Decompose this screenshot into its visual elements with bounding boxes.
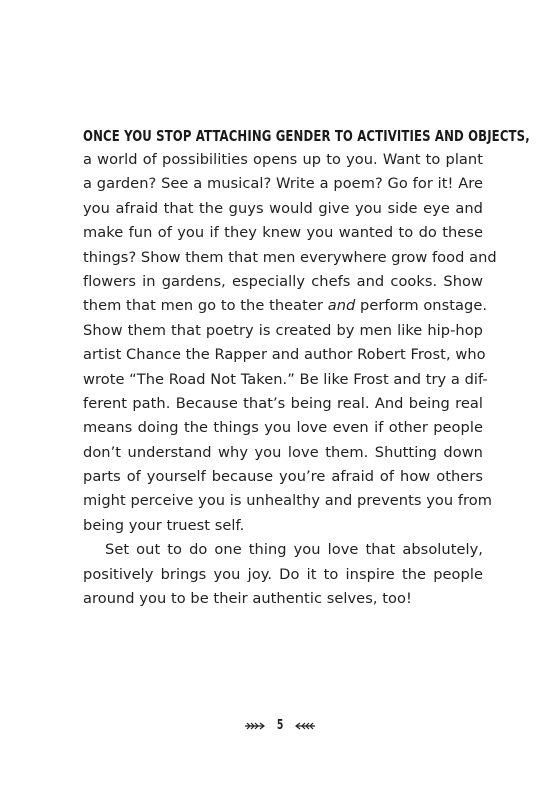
- text-run: them that men go to the theater: [83, 297, 328, 315]
- paragraph-1: [83, 148, 497, 538]
- text-line: around you to be their authentic selves, too!: [83, 590, 412, 608]
- arrow-left-ornament-icon: [294, 722, 316, 730]
- text-line: a world of possibilities opens up to you. Want to plant: [83, 151, 483, 168]
- page-number: 5: [276, 718, 284, 733]
- text-line: positively brings you joy. Do it to inspire the people: [83, 565, 483, 583]
- text-line: things? Show them that men everywhere grow food and: [83, 248, 497, 266]
- text-line: wrote “The Road Not Taken.” Be like Frost and try a dif-: [83, 370, 488, 388]
- page-folio: [0, 718, 560, 733]
- text-line: ferent path. Because that’s being real. And being real: [83, 394, 483, 412]
- section-heading: ONCE YOU STOP ATTACHING GENDER TO ACTIVITIES AND OBJECTS,: [83, 127, 530, 145]
- text-line: [83, 294, 488, 318]
- arrow-right-ornament-icon: [244, 722, 266, 730]
- text-line: you afraid that the guys would give you side eye and: [83, 199, 483, 217]
- text-line: means doing the things you love even if other people: [83, 419, 483, 437]
- text-line: don’t understand why you love them. Shutting down: [83, 443, 483, 461]
- emphasis-text: and: [327, 297, 356, 315]
- text-line: make fun of you if they knew you wanted to do these: [83, 224, 483, 242]
- body-text: [83, 124, 530, 611]
- text-run: perform onstage.: [355, 297, 488, 315]
- text-line: being your truest self.: [83, 516, 245, 534]
- text-line: artist Chance the Rapper and author Robert Frost, who: [83, 346, 486, 364]
- paragraph-2: [83, 538, 483, 611]
- text-line: parts of yourself because you’re afraid of how others: [83, 468, 483, 486]
- text-line: flowers in gardens, especially chefs and cooks. Show: [83, 272, 483, 290]
- text-line: might perceive you is unhealthy and prevents you from: [83, 492, 493, 510]
- text-line: Show them that poetry is created by men like hip-hop: [83, 321, 483, 339]
- text-line: a garden? See a musical? Write a poem? Go for it! Are: [83, 175, 483, 193]
- text-line: Set out to do one thing you love that absolutely,: [105, 541, 483, 559]
